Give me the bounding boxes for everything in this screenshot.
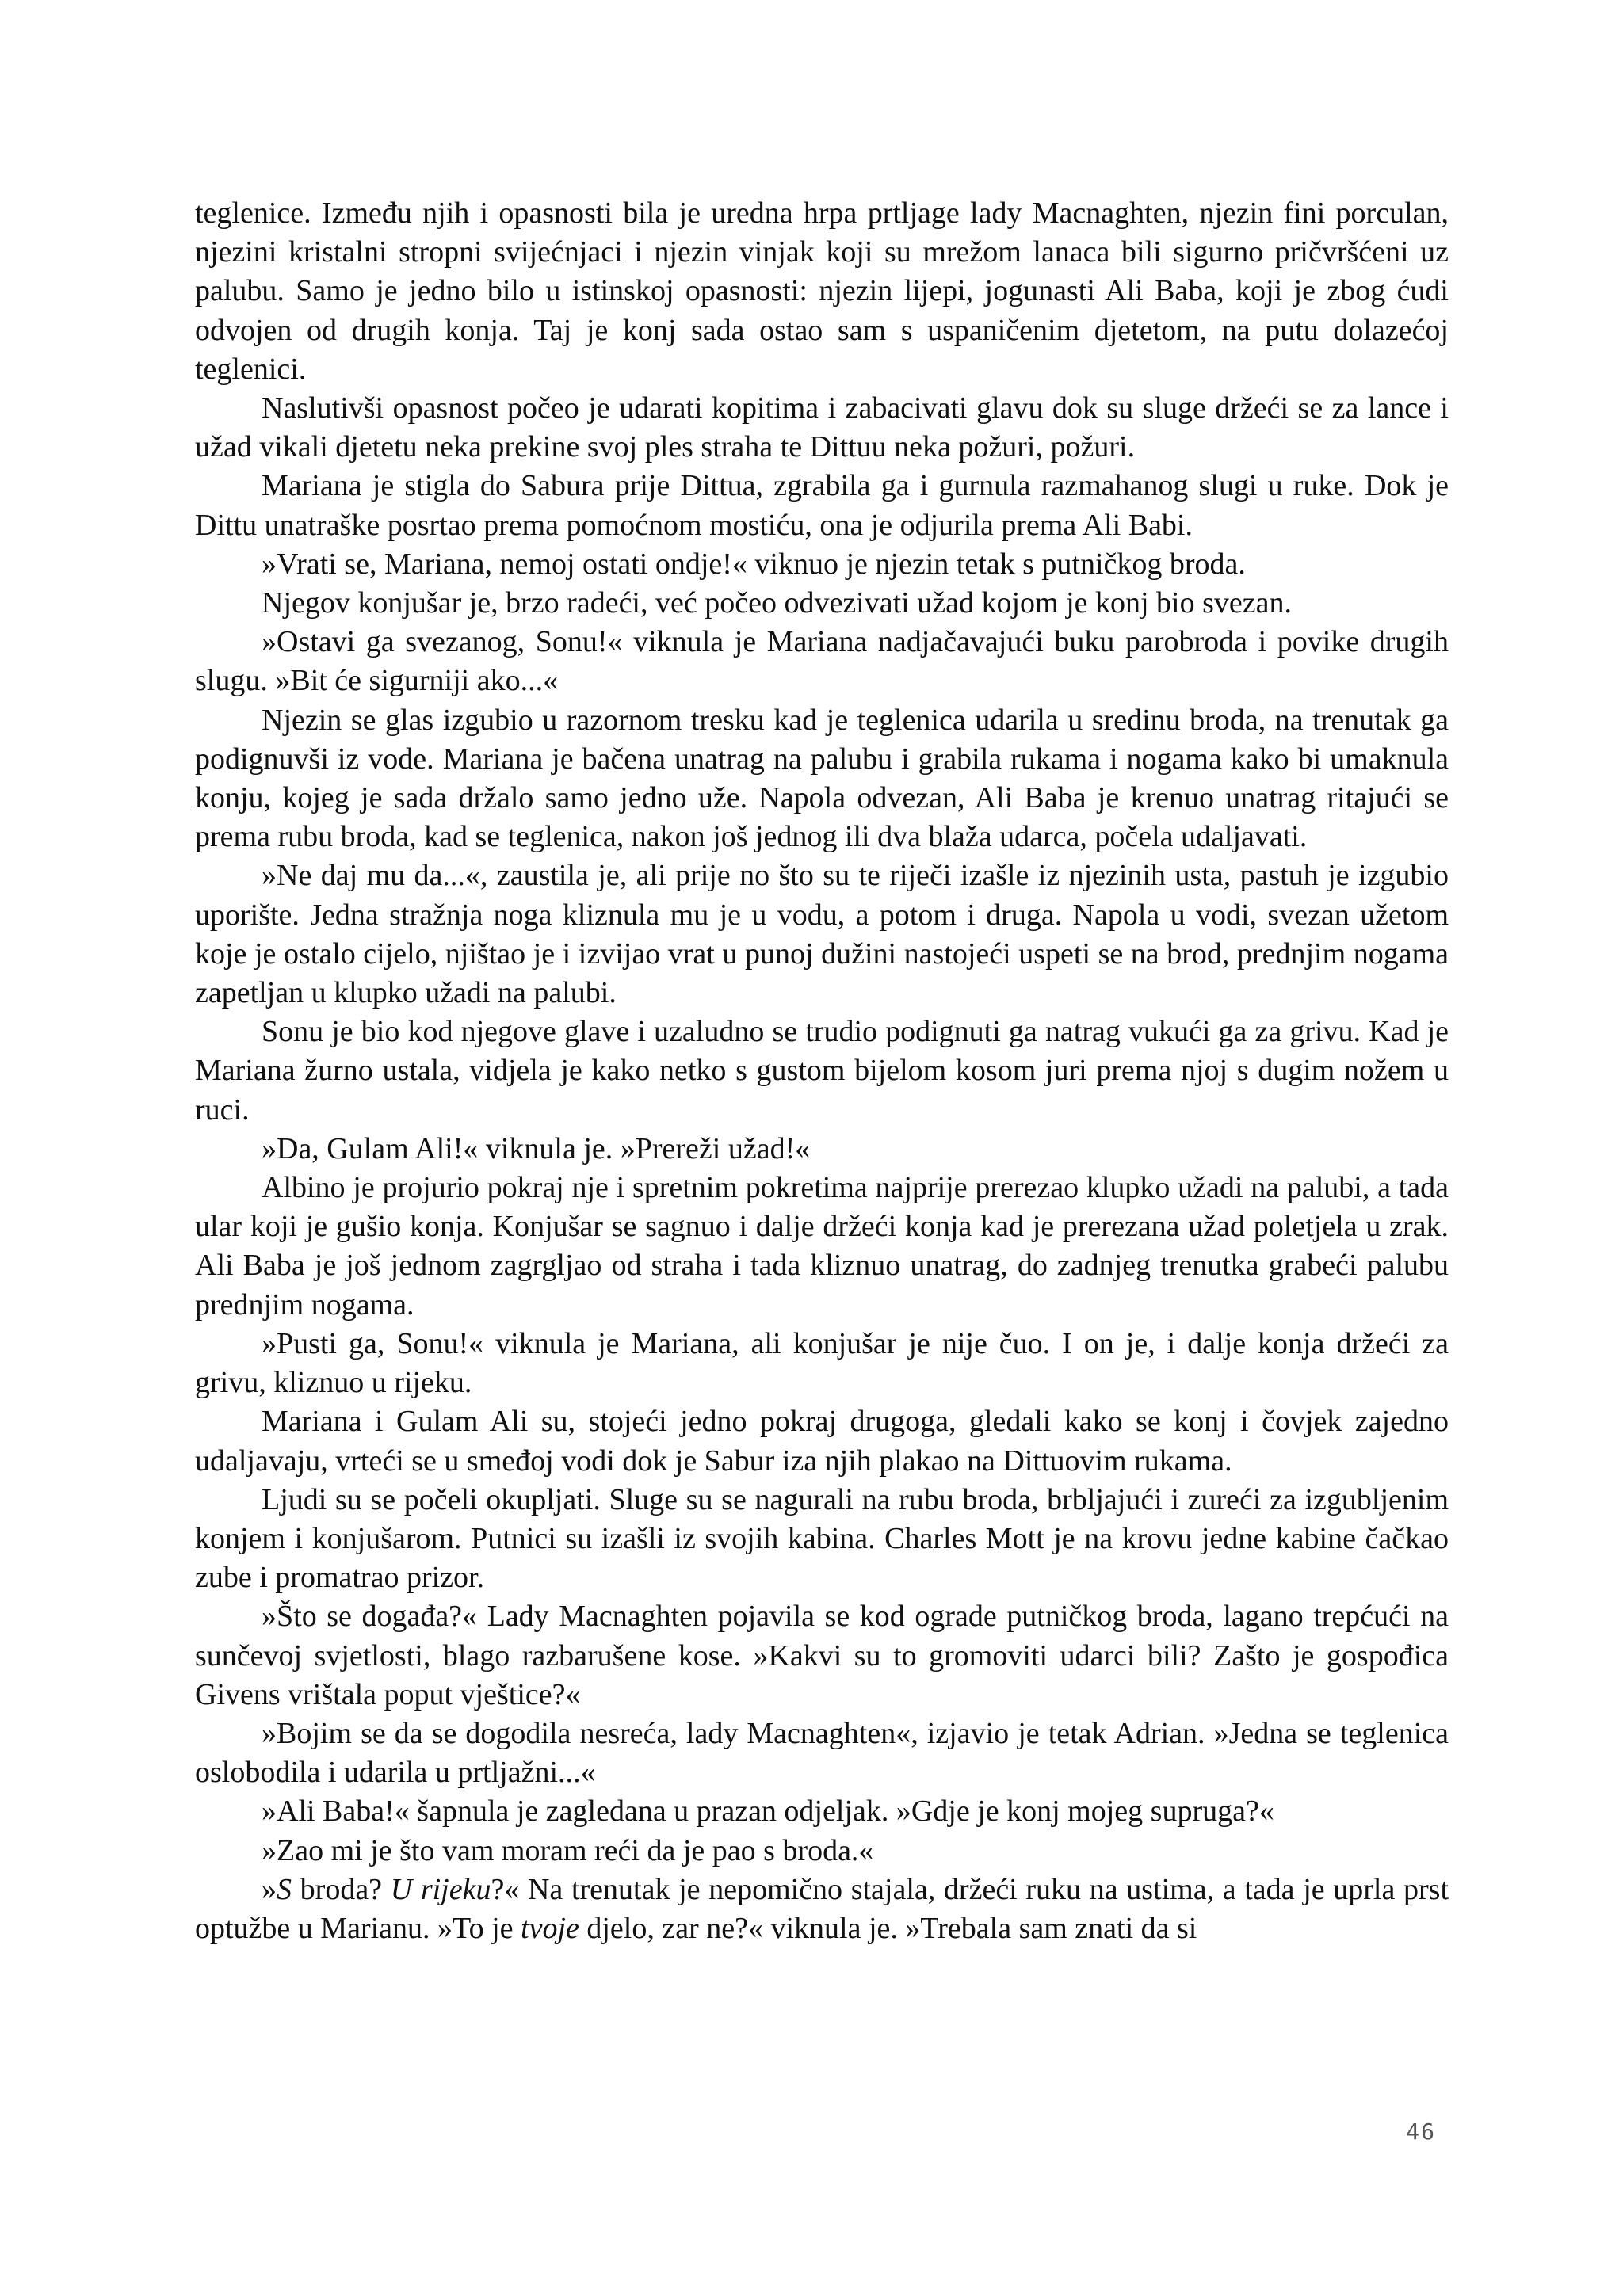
paragraph [195,856,1449,1013]
paragraph [195,1714,1449,1792]
text-run: Mariana i Gulam Ali su, stojeći jedno pokraj drugoga, gledali kako se konj i čovjek zajedno udaljavaju, vrteći se u smeđoj vodi dok je Sabur iza njih plakao na Dittuovim rukama. [195,1405,1449,1478]
paragraph [195,1832,1449,1871]
paragraph [195,1481,1449,1598]
text-run: Albino je projurio pokraj nje i spretnim pokretima najprije prerezao klupko užadi na palubi, a tada ular koji je gušio konja. Konjušar se sagnuo i dalje držeći konja kad je prerezana užad poletjela u zrak. Ali Baba je još jednom zagrgljao od straha i tada kliznuo unatrag, do zadnjeg trenutka grabeći palubu prednjim nogama. [195,1171,1449,1322]
text-run: »Zao mi je što vam moram reći da je pao s broda.« [262,1833,874,1867]
text-run: »Što se događa?« Lady Macnaghten pojavila se kod ograde putničkog broda, lagano trepćući na sunčevoj svjetlosti, blago razbarušene kose. »Kakvi su to gromoviti udarci bili? Zašto je gospođica Givens vrištala poput vještice?« [195,1600,1449,1711]
paragraph [195,623,1449,700]
text-run: Sonu je bio kod njegove glave i uzaludno se trudio podignuti ga natrag vukući ga za grivu. Kad je Mariana žurno ustala, vidjela je kako netko s gustom bijelom kosom juri prema njoj s dugim nožem u ruci. [195,1015,1449,1127]
text-run: »Pusti ga, Sonu!« viknula je Mariana, ali konjušar je nije čuo. I on je, i dalje konja držeći za grivu, kliznuo u rijeku. [195,1326,1449,1400]
text-run: Mariana je stigla do Sabura prije Dittua, zgrabila ga i gurnula razmahanog slugi u ruke. Dok je Dittu unatraške posrtao prema pomoćnom mostiću, ona je odjurila prema Ali Babi. [195,469,1449,542]
italic-run: S [277,1872,292,1906]
paragraph [195,1013,1449,1130]
paragraph [195,1792,1449,1831]
body-text [195,194,1449,1948]
text-run: Ljudi su se počeli okupljati. Sluge su se nagurali na rubu broda, brbljajući i zureći za izgubljenim konjem i konjušarom. Putnici su izašli iz svojih kabina. Charles Mott je na krovu jedne kabine čačkao zube i promatrao prizor. [195,1482,1449,1595]
paragraph [195,584,1449,623]
text-run: djelo, zar ne?« viknula je. »Trebala sam znati da si [579,1911,1197,1945]
paragraph [195,1597,1449,1714]
text-run: »Ali Baba!« šapnula je zagledana u prazan odjeljak. »Gdje je konj mojeg supruga?« [262,1794,1274,1829]
paragraph [195,1169,1449,1325]
paragraph [195,194,1449,389]
text-run: »Bojim se da se dogodila nesreća, lady Macnaghten«, izjavio je tetak Adrian. »Jedna se teglenica oslobodila i udarila u prtljažni...« [195,1716,1449,1790]
paragraph [195,389,1449,467]
page-number: 46 [1406,2119,1436,2145]
text-run: Njegov konjušar je, brzo radeći, već počeo odvezivati užad kojom je konj bio svezan. [262,586,1292,620]
paragraph [195,1325,1449,1402]
italic-run: tvoje [521,1911,579,1945]
text-run: »Da, Gulam Ali!« viknula je. »Prereži užad!« [262,1131,811,1165]
paragraph [195,545,1449,584]
text-run: ?« Na trenutak je nepomično stajala, držeći ruku na ustima, a tada je uprla prst optužbe u Marianu. »To je [195,1872,1449,1945]
text-run: broda? [292,1872,391,1906]
paragraph [195,1130,1449,1169]
text-run: Naslutivši opasnost počeo je udarati kopitima i zabacivati glavu dok su sluge držeći se za lance i užad vikali djetetu neka prekine svoj ples straha te Dittuu neka požuri, požuri. [195,391,1449,464]
text-run: »Ne daj mu da...«, zaustila je, ali prije no što su te riječi izašle iz njezinih usta, pastuh je izgubio uporište. Jedna stražnja noga kliznula mu je u vodu, a potom i druga. Napola u vodi, svezan užetom koje je ostalo cijelo, njištao je i izvijao vrat u punoj dužini nastojeći uspeti se na brod, prednjim nogama zapetljan u klupko užadi na palubi. [195,859,1449,1010]
italic-run: U rijeku [390,1872,491,1906]
text-run: » [262,1872,277,1906]
text-run: teglenice. Između njih i opasnosti bila je uredna hrpa prtljage lady Macnaghten, njezin fini porculan, njezini kristalni stropni svijećnjaci i njezin vinjak koji su mrežom lanaca bili sigurno pričvršćeni uz palubu. Samo je jedno bilo u istinskoj opasnosti: njezin lijepi, jogunasti Ali Baba, koji je zbog ćudi odvojen od drugih konja. Taj je konj sada ostao sam s uspaničenim djetetom, na putu dolazećoj teglenici. [195,196,1449,386]
text-run: »Vrati se, Mariana, nemoj ostati ondje!« viknuo je njezin tetak s putničkog broda. [262,547,1246,581]
paragraph [195,467,1449,544]
paragraph [195,1402,1449,1480]
text-run: Njezin se glas izgubio u razornom tresku kad je teglenica udarila u sredinu broda, na trenutak ga podignuvši iz vode. Mariana je bačena unatrag na palubu i grabila rukama i nogama kako bi umaknula konju, kojeg je sada držalo samo jedno uže. Napola odvezan, Ali Baba je krenuo unatrag ritajući se prema rubu broda, kad se teglenica, nakon još jednog ili dva blaža udarca, počela udaljavati. [195,703,1449,854]
text-run: »Ostavi ga svezanog, Sonu!« viknula je Mariana nadjačavajući buku parobroda i povike drugih slugu. »Bit će sigurniji ako...« [195,625,1449,698]
paragraph [195,701,1449,857]
paragraph [195,1871,1449,1948]
